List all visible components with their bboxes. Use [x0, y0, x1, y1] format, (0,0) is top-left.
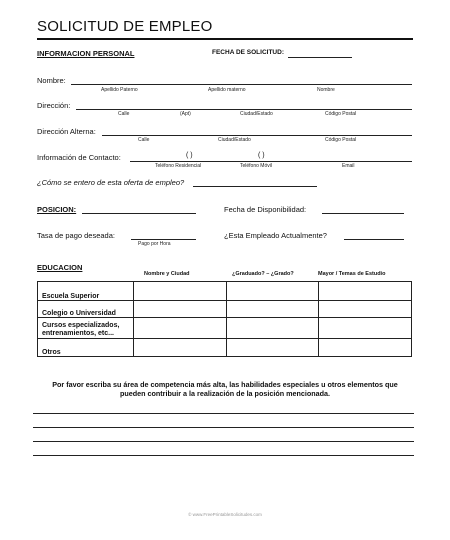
edu-col-graduado: ¿Graduado? – ¿Grado?: [232, 271, 294, 277]
edu-cell[interactable]: [319, 282, 412, 301]
education-table: [37, 281, 412, 357]
contacto-sub-email: Email: [342, 163, 355, 169]
empleado-field[interactable]: [344, 239, 404, 240]
edu-cell[interactable]: [319, 301, 412, 318]
disponibilidad-field[interactable]: [322, 213, 404, 214]
direccion-label: Dirección:: [37, 101, 71, 110]
edu-cell[interactable]: [133, 339, 226, 357]
footer-credit: © www.FreePrintableSolicitudes.com: [188, 512, 262, 517]
personal-heading: INFORMACION PERSONAL: [37, 49, 135, 58]
edu-row-label: Colegio o Universidad: [38, 301, 134, 318]
edu-col-nombre: Nombre y Ciudad: [144, 271, 190, 277]
posicion-field[interactable]: [82, 213, 196, 214]
competencia-statement: Por favor escriba su área de competencia más alta, las habilidades especiales u otros elementos que pueden contribuir a la realización de la posición mencionada.: [52, 380, 398, 398]
direccion-sub-cp: Código Postal: [325, 111, 357, 117]
contacto-paren-residencial: ( ): [186, 152, 193, 159]
contacto-label: Información de Contacto:: [37, 153, 121, 162]
direccion-sub-calle: Calle: [118, 111, 130, 117]
edu-cell[interactable]: [226, 282, 319, 301]
edu-row-label: Cursos especializados, entrenamientos, etc...: [38, 318, 134, 339]
answer-line-2[interactable]: [33, 427, 414, 428]
table-row: [38, 282, 412, 301]
nombre-sub-nombre: Nombre: [317, 87, 335, 93]
contacto-field[interactable]: [130, 161, 412, 162]
contacto-paren-movil: ( ): [258, 152, 265, 159]
disponibilidad-label: Fecha de Disponibilidad:: [224, 205, 307, 214]
tasa-field[interactable]: [131, 239, 196, 240]
edu-cell[interactable]: [226, 318, 319, 339]
page-title: SOLICITUD DE EMPLEO: [37, 18, 213, 35]
tasa-sub: Pago por Hora: [138, 241, 171, 247]
table-row: [38, 301, 412, 318]
edu-row-label: Escuela Superior: [38, 282, 134, 301]
contacto-sub-movil: Teléfono Móvil: [240, 163, 272, 169]
direccion-alt-label: Dirección Alterna:: [37, 127, 96, 136]
edu-row-label: Otros: [38, 339, 134, 357]
educacion-heading: EDUCACION: [37, 263, 83, 272]
contacto-sub-residencial: Teléfono Residencial: [155, 163, 202, 169]
nombre-sub-materno: Apellido materno: [208, 87, 246, 93]
edu-cell[interactable]: [226, 301, 319, 318]
empleado-label: ¿Esta Empleado Actualmente?: [224, 231, 327, 240]
posicion-heading: POSICION:: [37, 205, 77, 214]
direccion-alt-sub-cp: Código Postal: [325, 137, 357, 143]
edu-cell[interactable]: [133, 301, 226, 318]
answer-line-4[interactable]: [33, 455, 414, 456]
fecha-field[interactable]: [288, 57, 352, 58]
edu-col-mayor: Mayor / Temas de Estudio: [318, 271, 386, 277]
answer-line-1[interactable]: [33, 413, 414, 414]
edu-cell[interactable]: [226, 339, 319, 357]
table-row: [38, 339, 412, 357]
tasa-label: Tasa de pago deseada:: [37, 231, 115, 240]
edu-cell[interactable]: [319, 339, 412, 357]
nombre-sub-paterno: Apellido Paterno: [101, 87, 138, 93]
edu-cell[interactable]: [133, 318, 226, 339]
como-label: ¿Cómo se entero de esta oferta de empleo?: [37, 178, 185, 187]
direccion-alt-field[interactable]: [102, 135, 412, 136]
direccion-alt-sub-ciudad: Ciudad/Estado: [218, 137, 251, 143]
nombre-label: Nombre:: [37, 76, 66, 85]
table-row: [38, 318, 412, 339]
direccion-field[interactable]: [76, 109, 412, 110]
fecha-label: FECHA DE SOLICITUD:: [212, 49, 284, 56]
title-rule: [37, 38, 413, 40]
edu-cell[interactable]: [133, 282, 226, 301]
como-field[interactable]: [193, 186, 317, 187]
direccion-sub-ciudad: Ciudad/Estado: [240, 111, 273, 117]
nombre-field[interactable]: [71, 84, 412, 85]
answer-line-3[interactable]: [33, 441, 414, 442]
edu-cell[interactable]: [319, 318, 412, 339]
direccion-alt-sub-calle: Calle: [138, 137, 150, 143]
direccion-sub-apt: (Apt): [180, 111, 191, 117]
